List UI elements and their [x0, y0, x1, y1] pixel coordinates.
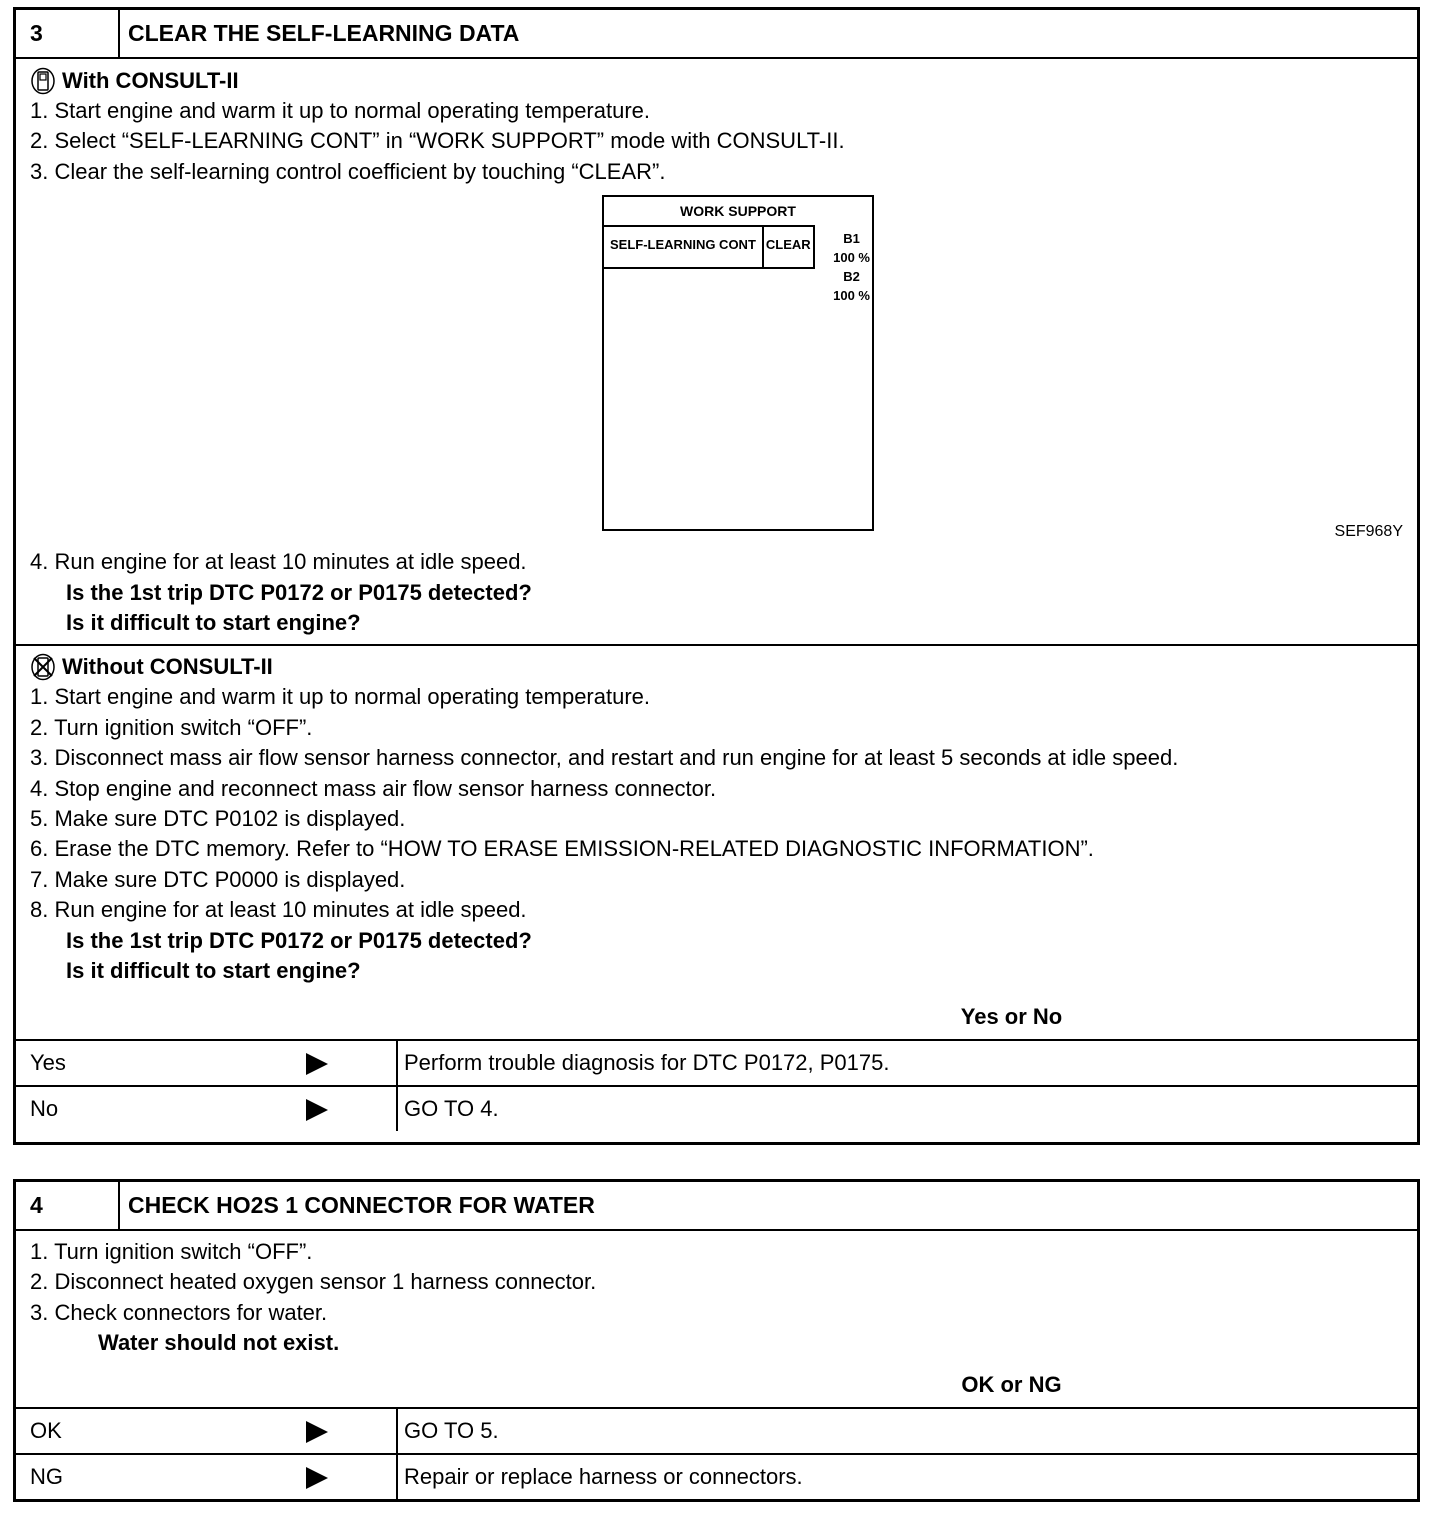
without-step-5: 5. Make sure DTC P0102 is displayed. [30, 806, 406, 832]
result-row-ng[interactable] [16, 1453, 1417, 1499]
clear-button[interactable]: CLEAR [764, 227, 815, 267]
without-consult-section [16, 646, 1417, 986]
with-consult-label: With CONSULT-II [62, 68, 239, 93]
with-question-1: Is the 1st trip DTC P0172 or P0175 detected? [66, 579, 532, 605]
work-support-figure [30, 187, 1417, 547]
work-support-row [604, 225, 815, 269]
with-step-4: 4. Run engine for at least 10 minutes at idle speed. [30, 549, 527, 575]
arrow-right-icon [306, 1099, 328, 1121]
b2-label: B2 [843, 269, 860, 285]
step-3-block [13, 7, 1420, 1145]
arrow-right-icon [306, 1053, 328, 1075]
with-consult-section [16, 59, 1417, 644]
result-row-yes[interactable] [16, 1039, 1417, 1085]
without-step-8: 8. Run engine for at least 10 minutes at idle speed. [30, 897, 527, 923]
b1-value: 100 % [833, 250, 870, 266]
without-step-2: 2. Turn ignition switch “OFF”. [30, 714, 313, 740]
without-step-6: 6. Erase the DTC memory. Refer to “HOW TO ERASE EMISSION-RELATED DIAGNOSTIC INFORMATION”. [30, 836, 1094, 862]
with-step-1: 1. Start engine and warm it up to normal operating temperature. [30, 98, 651, 123]
without-step-1: 1. Start engine and warm it up to normal operating temperature. [30, 684, 651, 710]
no-consult-tool-icon [30, 653, 56, 681]
b2-value: 100 % [833, 288, 870, 304]
with-step-2: 2. Select “SELF-LEARNING CONT” in “WORK SUPPORT” mode with CONSULT-II. [30, 128, 845, 154]
result-key: Yes [30, 1049, 66, 1075]
b1-label: B1 [843, 231, 860, 247]
without-question-1: Is the 1st trip DTC P0172 or P0175 detected? [66, 927, 532, 953]
without-step-7: 7. Make sure DTC P0000 is displayed. [30, 866, 406, 892]
decision-question: OK or NG [961, 1371, 1062, 1397]
arrow-right-icon [306, 1467, 328, 1489]
step-title: CLEAR THE SELF-LEARNING DATA [128, 20, 520, 46]
result-key: OK [30, 1417, 62, 1443]
decision-question: Yes or No [960, 1003, 1063, 1029]
result-action: Perform trouble diagnosis for DTC P0172, P0175. [396, 1041, 1417, 1085]
result-action: GO TO 4. [396, 1087, 1417, 1131]
figure-id: SEF968Y [1334, 523, 1403, 541]
step-number: 3 [16, 10, 120, 57]
with-question-2: Is it difficult to start engine? [66, 610, 361, 636]
step4-spec: Water should not exist. [98, 1330, 340, 1356]
result-key: No [30, 1095, 59, 1121]
result-action: GO TO 5. [396, 1409, 1417, 1453]
step-3-header [16, 10, 1417, 59]
consult-tool-icon [30, 67, 56, 95]
result-action: Repair or replace harness or connectors. [396, 1455, 1417, 1499]
without-step-4: 4. Stop engine and reconnect mass air flow sensor harness connector. [30, 775, 717, 801]
without-question-2: Is it difficult to start engine? [66, 958, 361, 984]
step-4-instructions [16, 1231, 1417, 1359]
bank-values [833, 229, 870, 305]
result-key: NG [30, 1463, 63, 1489]
arrow-right-icon [306, 1421, 328, 1443]
result-row-ok[interactable] [16, 1407, 1417, 1453]
step-number: 4 [16, 1182, 120, 1229]
work-support-screen [602, 195, 874, 531]
work-support-title: WORK SUPPORT [680, 203, 796, 220]
step4-line-2: 2. Disconnect heated oxygen sensor 1 harness connector. [30, 1269, 597, 1295]
result-row-no[interactable] [16, 1085, 1417, 1131]
without-consult-label: Without CONSULT-II [62, 654, 273, 680]
with-consult-heading [30, 66, 1417, 96]
step-4-block [13, 1179, 1420, 1502]
without-consult-heading [30, 652, 1417, 682]
self-learning-cont-item: SELF-LEARNING CONT [604, 227, 764, 267]
step4-line-3: 3. Check connectors for water. [30, 1299, 328, 1325]
step-4-header [16, 1182, 1417, 1231]
step-title: CHECK HO2S 1 CONNECTOR FOR WATER [128, 1192, 595, 1218]
with-step-3: 3. Clear the self-learning control coefficient by touching “CLEAR”. [30, 158, 666, 184]
without-step-3: 3. Disconnect mass air flow sensor harness connector, and restart and run engine for at least 5 seconds at idle speed. [30, 745, 1179, 771]
step4-line-1: 1. Turn ignition switch “OFF”. [30, 1239, 313, 1264]
